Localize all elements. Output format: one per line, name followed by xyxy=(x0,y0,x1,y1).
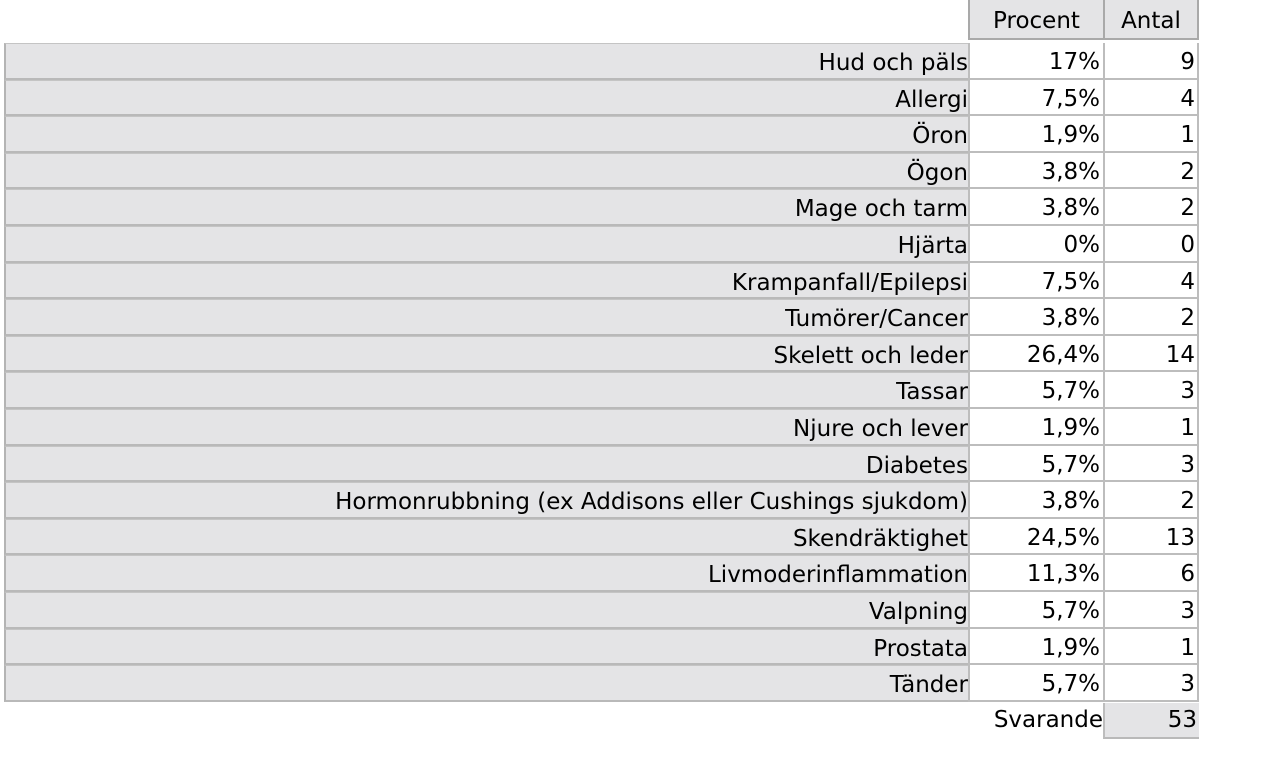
row-procent: 5,7% xyxy=(968,372,1103,409)
row-antal: 14 xyxy=(1103,336,1199,373)
row-antal: 9 xyxy=(1103,43,1199,80)
row-label: Ögon xyxy=(4,153,968,190)
row-antal: 1 xyxy=(1103,409,1199,446)
row-procent: 3,8% xyxy=(968,482,1103,519)
table-row xyxy=(0,482,1266,519)
row-procent: 7,5% xyxy=(968,80,1103,117)
total-value: 53 xyxy=(1103,703,1199,739)
table-row xyxy=(0,80,1266,117)
table-row xyxy=(0,592,1266,629)
row-label: Tänder xyxy=(4,665,968,702)
row-procent: 24,5% xyxy=(968,519,1103,556)
row-procent: 7,5% xyxy=(968,263,1103,300)
table-row xyxy=(0,189,1266,226)
table-row xyxy=(0,153,1266,190)
table-row xyxy=(0,336,1266,373)
row-procent: 17% xyxy=(968,43,1103,80)
table-row xyxy=(0,299,1266,336)
row-label: Hud och päls xyxy=(4,43,968,80)
row-antal: 4 xyxy=(1103,80,1199,117)
row-procent: 26,4% xyxy=(968,336,1103,373)
table-row xyxy=(0,263,1266,300)
table-row xyxy=(0,43,1266,80)
table-row xyxy=(0,409,1266,446)
row-procent: 3,8% xyxy=(968,189,1103,226)
table-row xyxy=(0,226,1266,263)
row-antal: 3 xyxy=(1103,446,1199,483)
row-antal: 1 xyxy=(1103,116,1199,153)
table-row xyxy=(0,555,1266,592)
row-antal: 2 xyxy=(1103,482,1199,519)
row-procent: 1,9% xyxy=(968,116,1103,153)
row-label: Krampanfall/Epilepsi xyxy=(4,263,968,300)
row-antal: 3 xyxy=(1103,592,1199,629)
column-header-procent: Procent xyxy=(968,0,1103,40)
row-label: Skendräktighet xyxy=(4,519,968,556)
row-antal: 13 xyxy=(1103,519,1199,556)
row-label: Prostata xyxy=(4,629,968,666)
row-antal: 4 xyxy=(1103,263,1199,300)
row-antal: 3 xyxy=(1103,372,1199,409)
row-procent: 3,8% xyxy=(968,299,1103,336)
row-procent: 3,8% xyxy=(968,153,1103,190)
row-procent: 1,9% xyxy=(968,409,1103,446)
row-procent: 11,3% xyxy=(968,555,1103,592)
table-row xyxy=(0,665,1266,702)
row-label: Hormonrubbning (ex Addisons eller Cushings sjukdom) xyxy=(4,482,968,519)
row-label: Mage och tarm xyxy=(4,189,968,226)
table-row xyxy=(0,519,1266,556)
row-label: Hjärta xyxy=(4,226,968,263)
row-procent: 5,7% xyxy=(968,446,1103,483)
table-row xyxy=(0,446,1266,483)
row-label: Skelett och leder xyxy=(4,336,968,373)
table-row xyxy=(0,372,1266,409)
total-label: Svarande xyxy=(993,707,1103,733)
table-row xyxy=(0,629,1266,666)
row-label: Tumörer/Cancer xyxy=(4,299,968,336)
row-label: Allergi xyxy=(4,80,968,117)
row-antal: 6 xyxy=(1103,555,1199,592)
row-procent: 5,7% xyxy=(968,592,1103,629)
table-row xyxy=(0,116,1266,153)
row-label: Njure och lever xyxy=(4,409,968,446)
row-antal: 2 xyxy=(1103,299,1199,336)
row-antal: 3 xyxy=(1103,665,1199,702)
row-label: Valpning xyxy=(4,592,968,629)
row-label: Diabetes xyxy=(4,446,968,483)
row-antal: 0 xyxy=(1103,226,1199,263)
row-label: Tassar xyxy=(4,372,968,409)
row-procent: 5,7% xyxy=(968,665,1103,702)
row-antal: 2 xyxy=(1103,153,1199,190)
row-antal: 2 xyxy=(1103,189,1199,226)
row-label: Livmoderinflammation xyxy=(4,555,968,592)
row-procent: 1,9% xyxy=(968,629,1103,666)
row-label: Öron xyxy=(4,116,968,153)
row-procent: 0% xyxy=(968,226,1103,263)
row-antal: 1 xyxy=(1103,629,1199,666)
column-header-antal: Antal xyxy=(1103,0,1199,40)
